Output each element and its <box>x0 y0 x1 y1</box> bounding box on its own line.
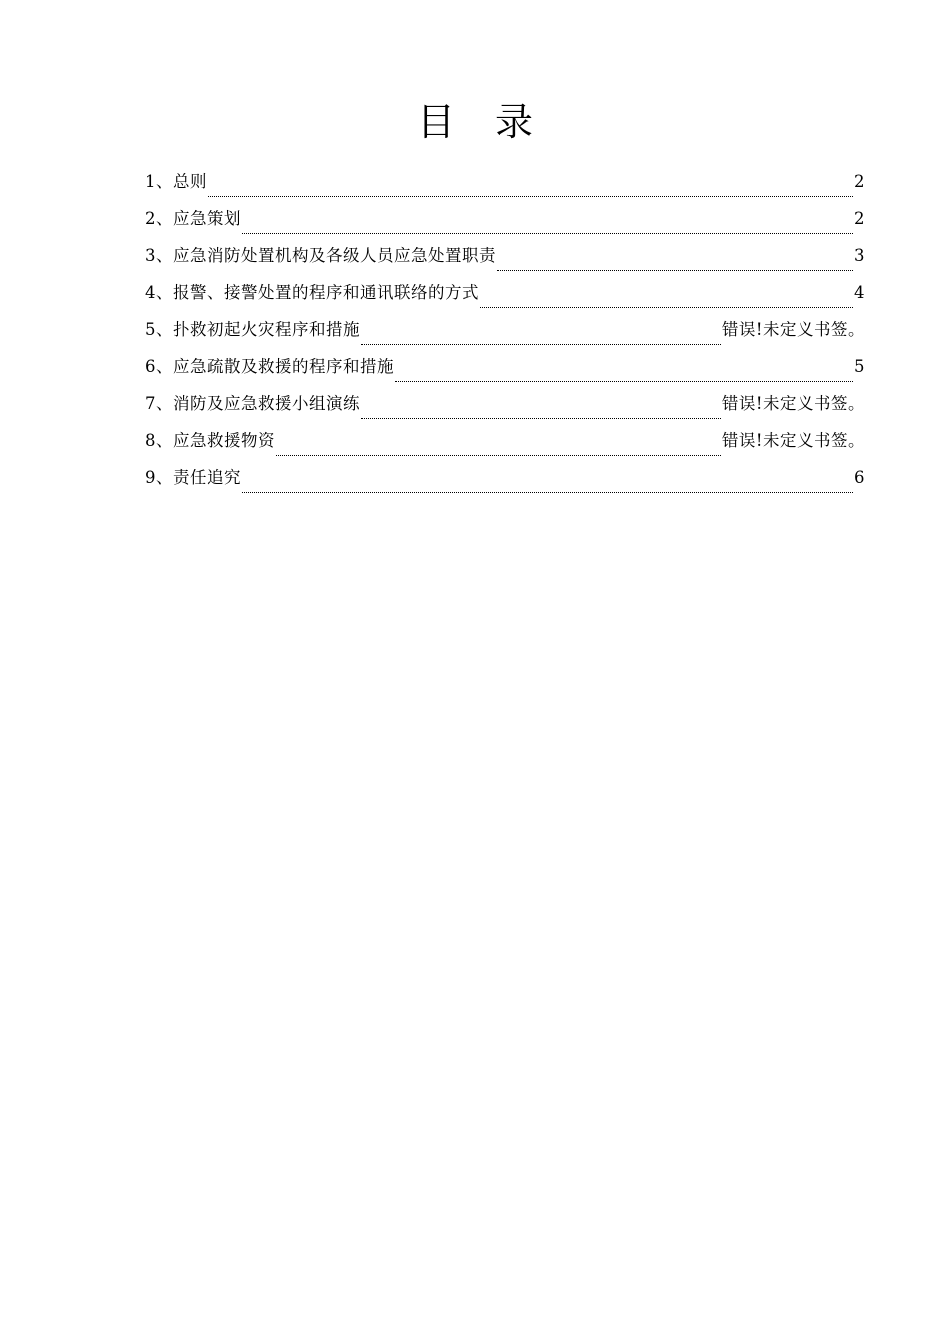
toc-leader-dots <box>242 492 853 493</box>
toc-leader-dots <box>361 344 721 345</box>
toc-entry-label: 2、应急策划 <box>145 209 241 228</box>
toc-entry-label: 8、应急救援物资 <box>145 431 275 450</box>
toc-entry[interactable] <box>145 427 865 464</box>
toc-entry[interactable] <box>145 353 865 390</box>
toc-leader-dots <box>361 418 721 419</box>
toc-entry-page: 6 <box>854 468 865 487</box>
toc-entry-label: 7、消防及应急救援小组演练 <box>145 394 360 413</box>
toc-entry-label: 6、应急疏散及救援的程序和措施 <box>145 357 394 376</box>
toc-leader-dots <box>276 455 721 456</box>
toc-leader-dots <box>497 270 853 271</box>
toc-entry-label: 3、应急消防处置机构及各级人员应急处置职责 <box>145 246 496 265</box>
toc-entry-label: 1、总则 <box>145 172 207 191</box>
toc-entry[interactable] <box>145 242 865 279</box>
toc-leader-dots <box>208 196 853 197</box>
toc-leader-dots <box>480 307 853 308</box>
toc-entry-label: 9、责任追究 <box>145 468 241 487</box>
toc-entry-page: 4 <box>854 283 865 302</box>
toc-title: 目录 <box>416 100 573 144</box>
toc-entry[interactable] <box>145 316 865 353</box>
toc-entry-page: 3 <box>854 246 865 265</box>
toc-entry-page: 错误!未定义书签。 <box>721 394 865 413</box>
toc-list <box>145 168 865 501</box>
toc-entry-page: 5 <box>854 357 865 376</box>
toc-entry-page: 2 <box>854 172 865 191</box>
toc-entry-page: 错误!未定义书签。 <box>721 431 865 450</box>
toc-leader-dots <box>395 381 853 382</box>
toc-entry-page: 错误!未定义书签。 <box>721 320 865 339</box>
toc-entry-label: 5、扑救初起火灾程序和措施 <box>145 320 360 339</box>
toc-entry[interactable] <box>145 464 865 501</box>
toc-leader-dots <box>242 233 853 234</box>
toc-entry[interactable] <box>145 205 865 242</box>
toc-entry[interactable] <box>145 390 865 427</box>
toc-entry[interactable] <box>145 168 865 205</box>
toc-entry[interactable] <box>145 279 865 316</box>
toc-entry-page: 2 <box>854 209 865 228</box>
toc-entry-label: 4、报警、接警处置的程序和通讯联络的方式 <box>145 283 479 302</box>
